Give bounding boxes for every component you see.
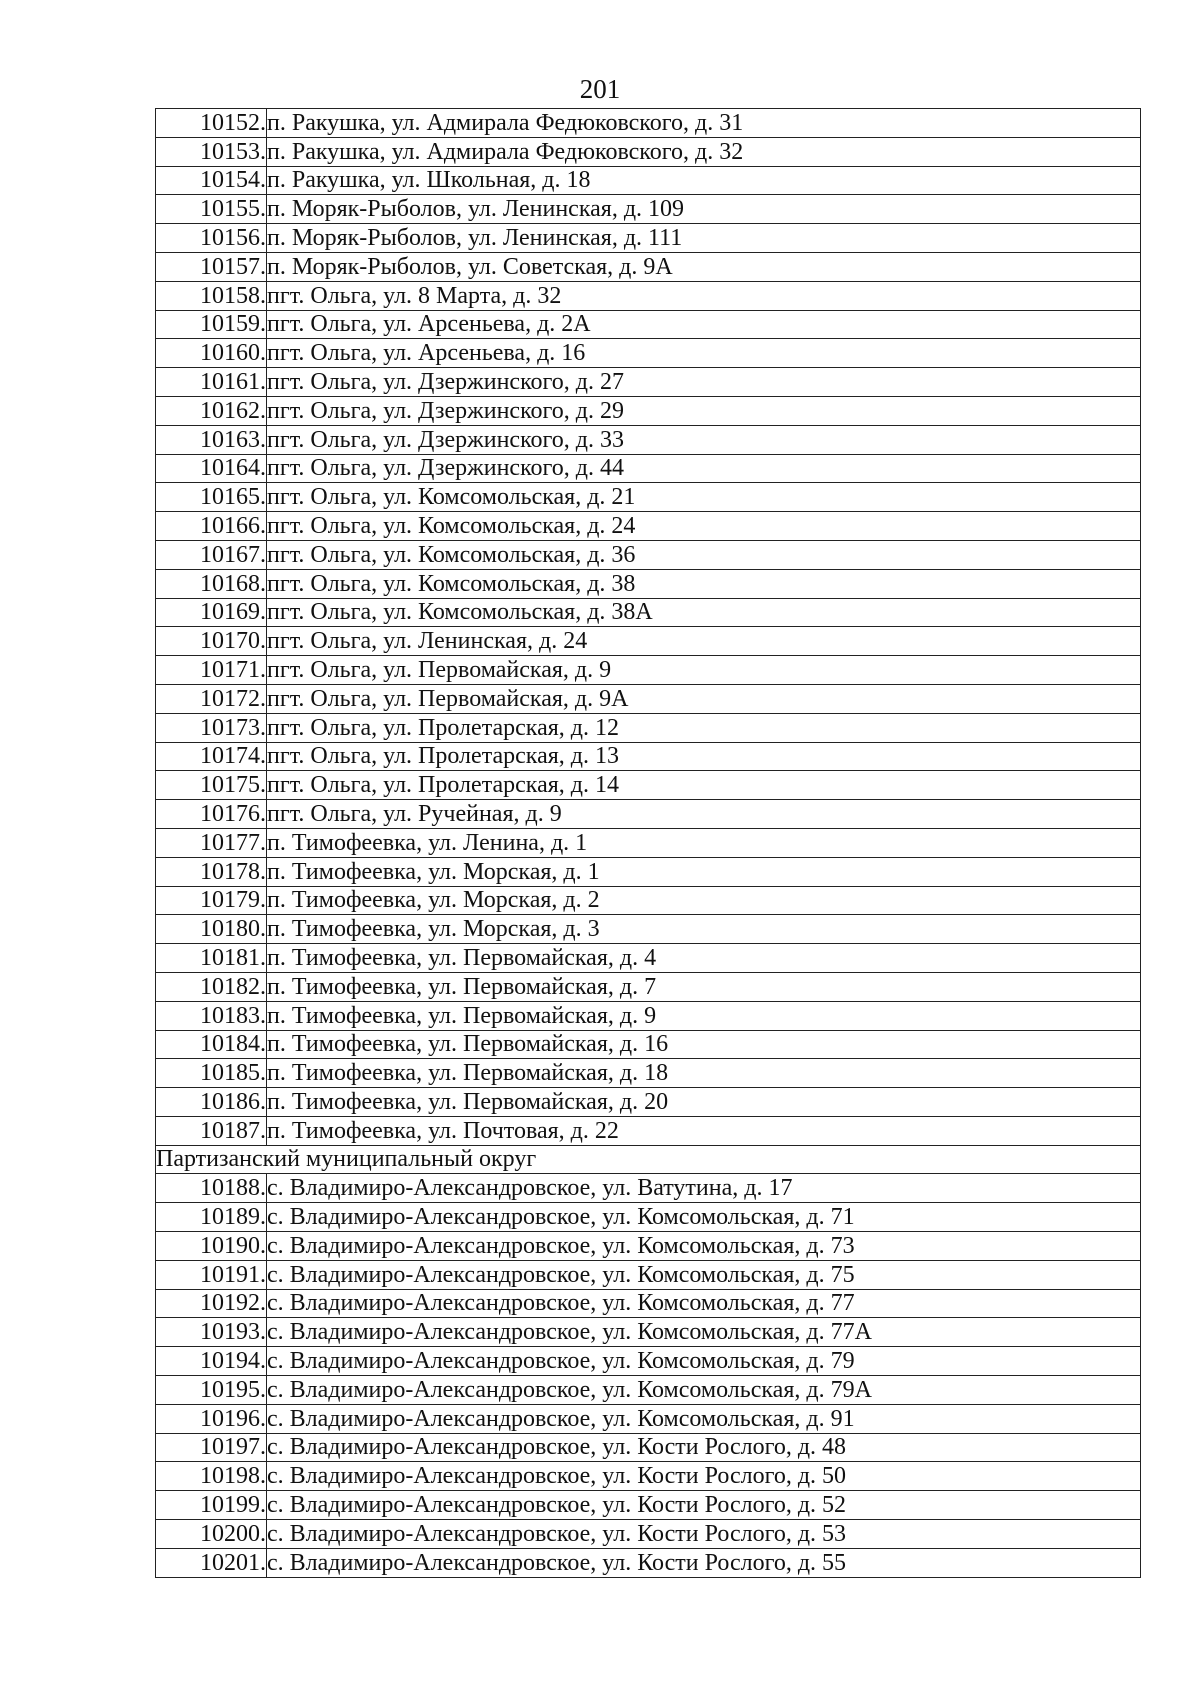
row-address: с. Владимиро-Александровское, ул. Кости Рослого, д. 53 xyxy=(267,1520,1141,1549)
table-row xyxy=(156,483,1141,512)
row-number: 10177. xyxy=(156,828,267,857)
row-number: 10189. xyxy=(156,1203,267,1232)
row-address: с. Владимиро-Александровское, ул. Кости Рослого, д. 52 xyxy=(267,1491,1141,1520)
row-number: 10174. xyxy=(156,742,267,771)
row-number: 10182. xyxy=(156,972,267,1001)
row-address: пгт. Ольга, ул. Дзержинского, д. 27 xyxy=(267,368,1141,397)
table-row xyxy=(156,540,1141,569)
row-number: 10193. xyxy=(156,1318,267,1347)
row-number: 10167. xyxy=(156,540,267,569)
row-address: с. Владимиро-Александровское, ул. Кости Рослого, д. 48 xyxy=(267,1433,1141,1462)
table-row xyxy=(156,1462,1141,1491)
row-number: 10154. xyxy=(156,166,267,195)
row-address: с. Владимиро-Александровское, ул. Ватутина, д. 17 xyxy=(267,1174,1141,1203)
address-table-body xyxy=(156,109,1141,1578)
table-row xyxy=(156,512,1141,541)
row-number: 10191. xyxy=(156,1260,267,1289)
table-row xyxy=(156,1116,1141,1145)
row-address: с. Владимиро-Александровское, ул. Комсомольская, д. 73 xyxy=(267,1232,1141,1261)
row-number: 10186. xyxy=(156,1088,267,1117)
row-address: п. Моряк-Рыболов, ул. Советская, д. 9А xyxy=(267,252,1141,281)
table-row xyxy=(156,1404,1141,1433)
row-address: с. Владимиро-Александровское, ул. Комсомольская, д. 71 xyxy=(267,1203,1141,1232)
table-row xyxy=(156,425,1141,454)
table-row xyxy=(156,1433,1141,1462)
table-row xyxy=(156,627,1141,656)
row-number: 10164. xyxy=(156,454,267,483)
row-address: п. Моряк-Рыболов, ул. Ленинская, д. 111 xyxy=(267,224,1141,253)
row-address: с. Владимиро-Александровское, ул. Комсомольская, д. 77 xyxy=(267,1289,1141,1318)
row-number: 10172. xyxy=(156,684,267,713)
row-address: пгт. Ольга, ул. Ленинская, д. 24 xyxy=(267,627,1141,656)
row-address: п. Тимофеевка, ул. Ленина, д. 1 xyxy=(267,828,1141,857)
row-address: п. Ракушка, ул. Адмирала Федюковского, д. 31 xyxy=(267,109,1141,138)
row-number: 10194. xyxy=(156,1347,267,1376)
table-row xyxy=(156,800,1141,829)
row-address: пгт. Ольга, ул. Комсомольская, д. 36 xyxy=(267,540,1141,569)
row-number: 10183. xyxy=(156,1001,267,1030)
row-address: п. Тимофеевка, ул. Морская, д. 1 xyxy=(267,857,1141,886)
row-address: пгт. Ольга, ул. Ручейная, д. 9 xyxy=(267,800,1141,829)
row-number: 10169. xyxy=(156,598,267,627)
row-number: 10163. xyxy=(156,425,267,454)
row-number: 10185. xyxy=(156,1059,267,1088)
row-address: пгт. Ольга, ул. Комсомольская, д. 21 xyxy=(267,483,1141,512)
table-row xyxy=(156,656,1141,685)
table-row xyxy=(156,1491,1141,1520)
table-row xyxy=(156,1260,1141,1289)
row-address: с. Владимиро-Александровское, ул. Комсомольская, д. 91 xyxy=(267,1404,1141,1433)
row-number: 10181. xyxy=(156,944,267,973)
table-row xyxy=(156,454,1141,483)
section-title: Партизанский муниципальный округ xyxy=(156,1145,1141,1174)
row-number: 10157. xyxy=(156,252,267,281)
row-number: 10161. xyxy=(156,368,267,397)
row-number: 10155. xyxy=(156,195,267,224)
table-row xyxy=(156,339,1141,368)
row-number: 10165. xyxy=(156,483,267,512)
row-number: 10170. xyxy=(156,627,267,656)
row-address: пгт. Ольга, ул. Комсомольская, д. 24 xyxy=(267,512,1141,541)
table-row xyxy=(156,1088,1141,1117)
table-row xyxy=(156,137,1141,166)
row-address: пгт. Ольга, ул. Первомайская, д. 9А xyxy=(267,684,1141,713)
row-number: 10158. xyxy=(156,281,267,310)
row-address: пгт. Ольга, ул. Комсомольская, д. 38 xyxy=(267,569,1141,598)
row-number: 10168. xyxy=(156,569,267,598)
table-row xyxy=(156,915,1141,944)
table-row xyxy=(156,281,1141,310)
row-number: 10162. xyxy=(156,396,267,425)
section-header-row xyxy=(156,1145,1141,1174)
table-row xyxy=(156,598,1141,627)
table-row xyxy=(156,972,1141,1001)
row-number: 10166. xyxy=(156,512,267,541)
row-number: 10178. xyxy=(156,857,267,886)
table-row xyxy=(156,1289,1141,1318)
row-address: с. Владимиро-Александровское, ул. Комсомольская, д. 77А xyxy=(267,1318,1141,1347)
row-address: п. Тимофеевка, ул. Первомайская, д. 9 xyxy=(267,1001,1141,1030)
row-address: п. Тимофеевка, ул. Первомайская, д. 20 xyxy=(267,1088,1141,1117)
row-number: 10184. xyxy=(156,1030,267,1059)
row-address: пгт. Ольга, ул. Пролетарская, д. 13 xyxy=(267,742,1141,771)
row-number: 10180. xyxy=(156,915,267,944)
row-address: с. Владимиро-Александровское, ул. Комсомольская, д. 79 xyxy=(267,1347,1141,1376)
table-row xyxy=(156,195,1141,224)
table-row xyxy=(156,1059,1141,1088)
table-row xyxy=(156,569,1141,598)
table-row xyxy=(156,224,1141,253)
table-row xyxy=(156,1030,1141,1059)
row-address: п. Тимофеевка, ул. Первомайская, д. 16 xyxy=(267,1030,1141,1059)
row-address: пгт. Ольга, ул. Пролетарская, д. 14 xyxy=(267,771,1141,800)
table-row xyxy=(156,684,1141,713)
row-address: п. Ракушка, ул. Адмирала Федюковского, д. 32 xyxy=(267,137,1141,166)
row-number: 10179. xyxy=(156,886,267,915)
row-address: п. Тимофеевка, ул. Почтовая, д. 22 xyxy=(267,1116,1141,1145)
row-address: п. Тимофеевка, ул. Морская, д. 2 xyxy=(267,886,1141,915)
row-address: пгт. Ольга, ул. Дзержинского, д. 29 xyxy=(267,396,1141,425)
table-row xyxy=(156,1001,1141,1030)
table-row xyxy=(156,886,1141,915)
row-address: с. Владимиро-Александровское, ул. Кости Рослого, д. 50 xyxy=(267,1462,1141,1491)
row-address: п. Ракушка, ул. Школьная, д. 18 xyxy=(267,166,1141,195)
table-row xyxy=(156,828,1141,857)
row-address: пгт. Ольга, ул. Арсеньева, д. 2А xyxy=(267,310,1141,339)
row-number: 10196. xyxy=(156,1404,267,1433)
row-number: 10201. xyxy=(156,1548,267,1577)
table-row xyxy=(156,1376,1141,1405)
table-row xyxy=(156,857,1141,886)
row-number: 10200. xyxy=(156,1520,267,1549)
row-address: п. Тимофеевка, ул. Первомайская, д. 4 xyxy=(267,944,1141,973)
address-table xyxy=(155,108,1141,1578)
table-row xyxy=(156,252,1141,281)
row-number: 10187. xyxy=(156,1116,267,1145)
row-address: пгт. Ольга, ул. Комсомольская, д. 38А xyxy=(267,598,1141,627)
row-number: 10152. xyxy=(156,109,267,138)
row-number: 10156. xyxy=(156,224,267,253)
table-row xyxy=(156,166,1141,195)
row-address: с. Владимиро-Александровское, ул. Комсомольская, д. 79А xyxy=(267,1376,1141,1405)
row-number: 10160. xyxy=(156,339,267,368)
row-address: пгт. Ольга, ул. Дзержинского, д. 44 xyxy=(267,454,1141,483)
row-address: пгт. Ольга, ул. Первомайская, д. 9 xyxy=(267,656,1141,685)
row-number: 10197. xyxy=(156,1433,267,1462)
row-address: с. Владимиро-Александровское, ул. Комсомольская, д. 75 xyxy=(267,1260,1141,1289)
row-number: 10159. xyxy=(156,310,267,339)
table-row xyxy=(156,109,1141,138)
table-row xyxy=(156,310,1141,339)
row-number: 10188. xyxy=(156,1174,267,1203)
row-address: пгт. Ольга, ул. Арсеньева, д. 16 xyxy=(267,339,1141,368)
table-row xyxy=(156,944,1141,973)
table-row xyxy=(156,1347,1141,1376)
row-address: п. Тимофеевка, ул. Первомайская, д. 7 xyxy=(267,972,1141,1001)
page-number: 201 xyxy=(579,74,621,104)
table-row xyxy=(156,1232,1141,1261)
table-row xyxy=(156,396,1141,425)
row-number: 10153. xyxy=(156,137,267,166)
table-row xyxy=(156,1318,1141,1347)
table-row xyxy=(156,1548,1141,1577)
row-address: пгт. Ольга, ул. 8 Марта, д. 32 xyxy=(267,281,1141,310)
table-row xyxy=(156,1174,1141,1203)
row-number: 10199. xyxy=(156,1491,267,1520)
row-address: с. Владимиро-Александровское, ул. Кости Рослого, д. 55 xyxy=(267,1548,1141,1577)
row-address: пгт. Ольга, ул. Пролетарская, д. 12 xyxy=(267,713,1141,742)
row-number: 10176. xyxy=(156,800,267,829)
row-address: п. Тимофеевка, ул. Первомайская, д. 18 xyxy=(267,1059,1141,1088)
table-row xyxy=(156,1520,1141,1549)
row-number: 10198. xyxy=(156,1462,267,1491)
row-number: 10171. xyxy=(156,656,267,685)
table-row xyxy=(156,771,1141,800)
table-row xyxy=(156,368,1141,397)
table-row xyxy=(156,742,1141,771)
row-number: 10190. xyxy=(156,1232,267,1261)
table-row xyxy=(156,713,1141,742)
row-number: 10175. xyxy=(156,771,267,800)
row-number: 10173. xyxy=(156,713,267,742)
row-number: 10195. xyxy=(156,1376,267,1405)
row-address: п. Моряк-Рыболов, ул. Ленинская, д. 109 xyxy=(267,195,1141,224)
row-address: п. Тимофеевка, ул. Морская, д. 3 xyxy=(267,915,1141,944)
row-number: 10192. xyxy=(156,1289,267,1318)
table-row xyxy=(156,1203,1141,1232)
row-address: пгт. Ольга, ул. Дзержинского, д. 33 xyxy=(267,425,1141,454)
